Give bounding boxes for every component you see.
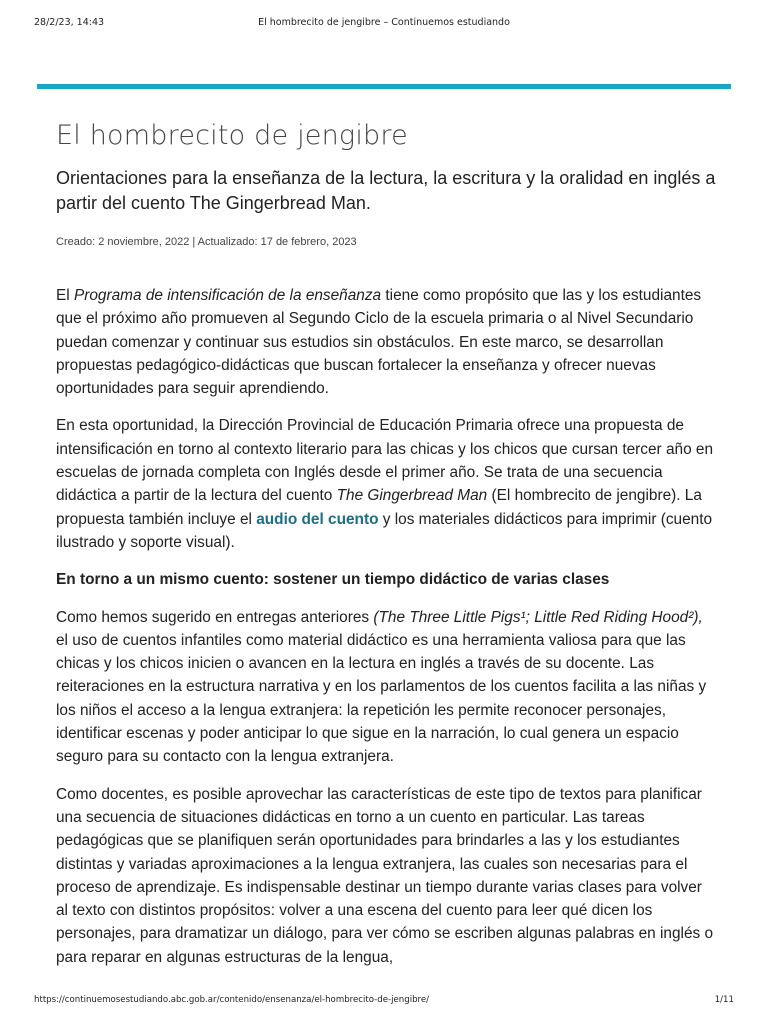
- story-title: The Gingerbread Man: [336, 487, 488, 505]
- paragraph-2-text-d: y los materiales didácticos para imprimir (cuento ilustrado y soporte visual).: [56, 510, 713, 551]
- audio-link[interactable]: audio del cuento: [256, 510, 379, 528]
- print-header: [34, 17, 734, 31]
- paragraph-1: [56, 284, 716, 400]
- article-title: El hombrecito de jengibre: [56, 120, 408, 151]
- paragraph-3-text-c: el uso de cuentos infantiles como material didáctico es una herramienta valiosa para que las chicas y los chicos inicien o avancen en la lectura en inglés a través de su docente. Las reiteraciones en la estructura narrativa y en los parlamentos de los cuentos facilita a las niñas y los niños el acceso a la lengua extranjera: la repetición les permite reconocer personajes, identificar escenas y poder anticipar lo que sigue en la narración, lo cual genera un espacio seguro para su contacto con la lengua extranjera.: [56, 631, 707, 766]
- paragraph-3: [56, 606, 716, 769]
- paragraph-2: [56, 414, 716, 554]
- article: [56, 116, 716, 983]
- paragraph-1-text-c: tiene como propósito que las y los estudiantes que el próximo año promueven al Segundo Ciclo de la escuela primaria o al Nivel Secundario puedan comenzar y continuar sus estudios sin obstáculos. En este marco, se desarrollan propuestas pedagógico-didácticas que buscan fortalecer la enseñanza y ofrecer nuevas oportunidades para seguir aprendiendo.: [56, 287, 702, 398]
- accent-bar: [37, 84, 731, 89]
- section-heading: En torno a un mismo cuento: sostener un tiempo didáctico de varias clases: [56, 571, 610, 589]
- print-page-title: El hombrecito de jengibre – Continuemos estudiando: [258, 17, 510, 28]
- paragraph-4: Como docentes, es posible aprovechar las características de este tipo de textos para planificar una secuencia de situaciones didácticas en torno a un cuento en particular. Las tareas pedagógicas que se planifiquen serán oportunidades para brindarles a las y los estudiantes distintas y variadas aproximaciones a la lengua extranjera, las cuales son necesarias para el proceso de aprendizaje. Es indispensable destinar un tiempo durante varias clases para volver al texto con distintos propósitos: volver a una escena del cuento para leer qué dicen los personajes, para dramatizar un diálogo, para ver cómo se escriben algunas palabras en inglés o para reparar en algunas estructuras de la lengua,: [56, 785, 714, 966]
- print-datetime: 28/2/23, 14:43: [34, 17, 105, 28]
- print-footer: [34, 995, 734, 1009]
- article-subtitle: Orientaciones para la enseñanza de la lectura, la escritura y la oralidad en inglés a partir del cuento The Gingerbread Man.: [56, 168, 716, 213]
- print-url: https://continuemosestudiando.abc.gob.ar/contenido/ensenanza/el-hombrecito-de-jengibre/: [34, 995, 430, 1005]
- page-number: 1/11: [714, 995, 734, 1005]
- paragraph-3-text-a: Como hemos sugerido en entregas anteriores: [56, 608, 374, 626]
- article-body: [56, 284, 716, 969]
- paragraph-2-text-a: En esta oportunidad, la Dirección Provincial de Educación Primaria ofrece una propuesta de intensificación en torno al contexto literario para las chicas y los chicos que cursan tercer año en escuelas de jornada completa con Inglés desde el primer año. Se trata de una secuencia didáctica a partir de la lectura del cuento: [56, 417, 714, 505]
- previous-stories: (The Three Little Pigs¹; Little Red Riding Hood²),: [373, 608, 703, 626]
- article-meta: Creado: 2 noviembre, 2022 | Actualizado: 17 de febrero, 2023: [56, 236, 357, 248]
- paragraph-1-text-a: El: [56, 287, 74, 304]
- paragraph-2-text-c: (El hombrecito de jengibre). La propuesta también incluye el: [56, 487, 702, 528]
- program-name: Programa de intensificación de la enseñanza: [73, 287, 382, 304]
